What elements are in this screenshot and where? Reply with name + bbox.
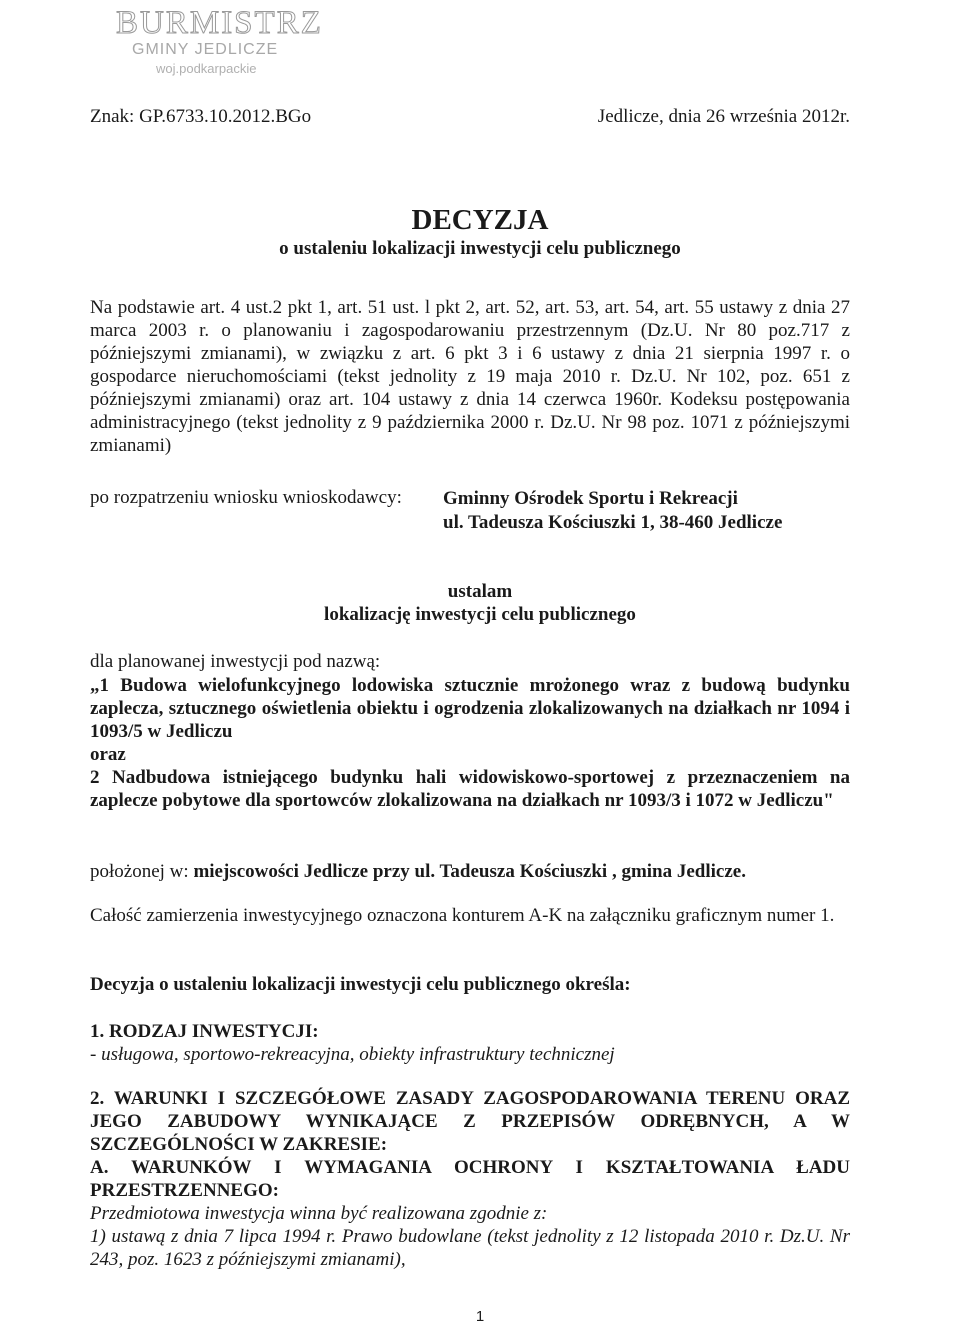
section-1: [90, 1020, 850, 1066]
stamp-title: BURMISTRZ: [116, 5, 323, 41]
applicant-name: Gminny Ośrodek Sportu i Rekreacji: [443, 488, 738, 509]
document-date: Jedlicze, dnia 26 września 2012r.: [597, 106, 850, 127]
section-2-heading: 2. WARUNKI I SZCZEGÓŁOWE ZASADY ZAGOSPODAROWANIA TERENU ORAZ JEGO ZABUDOWY WYNIKAJĄCE Z PRZEPISÓW ODRĘBNYCH, A W SZCZEGÓLNOŚCI W ZAKRESIE:: [90, 1088, 850, 1155]
applicant-address: ul. Tadeusza Kościuszki 1, 38-460 Jedlicze: [443, 512, 783, 533]
decision-object: lokalizację inwestycji celu publicznego: [324, 604, 636, 625]
page-number: 1: [475, 1308, 485, 1325]
section-1-heading: 1. RODZAJ INWESTYCJI:: [90, 1021, 319, 1042]
location-paragraph: [90, 860, 850, 883]
specifies-heading: Decyzja o ustaleniu lokalizacji inwestycji celu publicznego określa:: [90, 974, 631, 995]
investment-item-1: „1 Budowa wielofunkcyjnego lodowiska sztucznie mrożonego wraz z budową budynku zaplecza, sztucznego oświetlenia obiektu i ogrodzenia zlokalizowanych na działkach nr 1094 i 1093/5 w Jedliczu: [90, 675, 850, 742]
legal-basis-paragraph: Na podstawie art. 4 ust.2 pkt 1, art. 51 ust. l pkt 2, art. 52, art. 53, art. 54, art. 55 ustawy z dnia 27 marca 2003 r. o planowaniu i zagospodarowaniu przestrzennym (Dz.U. Nr 80 poz.717 z późniejszymi zmianami), w związku z art. 6 pkt 3 i 6 ustawy z dnia 21 sierpnia 1997 r. o gospodarce nieruchomościami (tekst jednolity z 19 maja 2010 r. Dz.U. Nr 102, poz. 651 z późniejszymi zmianami) oraz art. 104 ustawy z dnia 14 czerwca 1960r. Kodeksu postępowania administracyjnego (tekst jednolity z 9 października 2000 r. Dz.U. Nr 98 poz. 1071 z późniejszymi zmianami): [90, 297, 850, 456]
document-title: DECYZJA: [411, 204, 549, 236]
location-value: miejscowości Jedlicze przy ul. Tadeusza Kościuszki , gmina Jedlicze.: [193, 861, 746, 882]
stamp-voivodeship: woj.podkarpackie: [156, 61, 257, 76]
investment-item-2: 2 Nadbudowa istniejącego budynku hali widowiskowo-sportowej z przeznaczeniem na zaplecze pobytowe dla sportowców zlokalizowana na działkach nr 1093/3 i 1072 w Jedliczu": [90, 767, 850, 811]
location-prefix: położonej w:: [90, 861, 194, 882]
decision-verb: ustalam: [447, 581, 513, 602]
applicant-label: po rozpatrzeniu wniosku wnioskodawcy:: [90, 487, 402, 508]
section-2-item-1: 1) ustawą z dnia 7 lipca 1994 r. Prawo budowlane (tekst jednolity z 12 listopada 2010 r. Dz.U. Nr 243, poz. 1623 z późniejszymi zmianami),: [90, 1226, 850, 1270]
section-1-text: - usługowa, sportowo-rekreacyjna, obiekty infrastruktury technicznej: [90, 1044, 615, 1065]
mayor-stamp: [116, 6, 356, 78]
investment-intro: dla planowanej inwestycji pod nazwą:: [90, 651, 381, 672]
section-2-subheading: A. WARUNKÓW I WYMAGANIA OCHRONY I KSZTAŁTOWANIA ŁADU PRZESTRZENNEGO:: [90, 1157, 850, 1201]
section-2-intro: Przedmiotowa inwestycja winna być realizowana zgodnie z:: [90, 1203, 548, 1224]
applicant-block: [443, 487, 782, 535]
document-subtitle: o ustaleniu lokalizacji inwestycji celu publicznego: [279, 238, 681, 259]
scope-paragraph: Całość zamierzenia inwestycyjnego oznaczona konturem A-K na załączniku graficznym numer 1.: [90, 905, 835, 926]
section-2: [90, 1087, 850, 1271]
reference-number: Znak: GP.6733.10.2012.BGo: [90, 106, 312, 127]
stamp-municipality: GMINY JEDLICZE: [132, 41, 279, 58]
investment-conjunction: oraz: [90, 744, 126, 765]
investment-description: [90, 674, 850, 812]
